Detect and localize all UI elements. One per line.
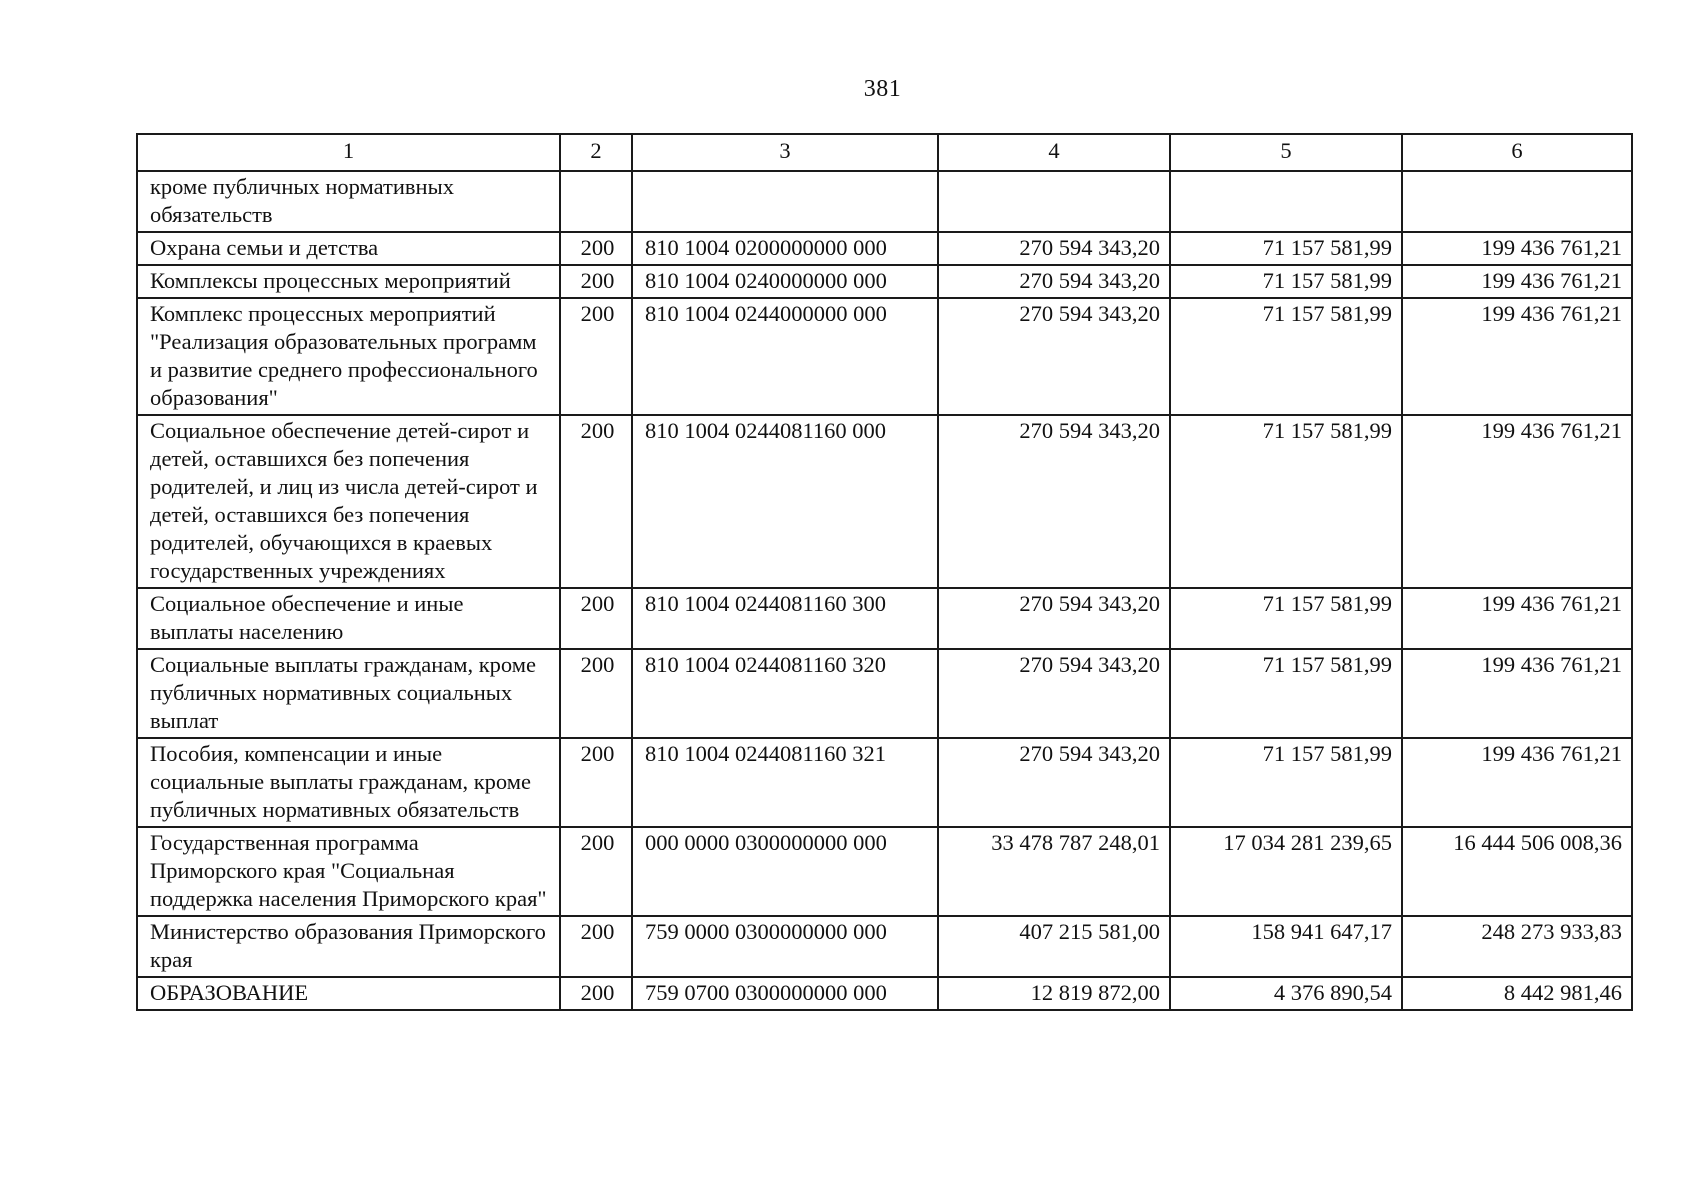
row-value-5: 71 157 581,99: [1170, 232, 1402, 265]
table-row: [137, 265, 1632, 298]
row-value-4: 270 594 343,20: [938, 298, 1170, 415]
row-value-4: 270 594 343,20: [938, 738, 1170, 827]
row-grbs: 200: [560, 916, 632, 977]
header-col-5: 5: [1170, 134, 1402, 171]
row-grbs: 200: [560, 232, 632, 265]
row-value-4: 270 594 343,20: [938, 588, 1170, 649]
row-grbs: 200: [560, 415, 632, 588]
row-grbs: 200: [560, 977, 632, 1010]
row-value-4: 270 594 343,20: [938, 415, 1170, 588]
row-value-6: 199 436 761,21: [1402, 298, 1632, 415]
row-name: Комплекс процессных мероприятий "Реализация образовательных программ и развитие среднего профессионального образования": [137, 298, 560, 415]
row-grbs: 200: [560, 298, 632, 415]
table-row: [137, 298, 1632, 415]
table-row: [137, 738, 1632, 827]
row-grbs: 200: [560, 738, 632, 827]
row-value-4: [938, 171, 1170, 232]
header-col-4: 4: [938, 134, 1170, 171]
row-grbs: 200: [560, 588, 632, 649]
row-value-6: 199 436 761,21: [1402, 232, 1632, 265]
row-name: ОБРАЗОВАНИЕ: [137, 977, 560, 1010]
row-code: 000 0000 0300000000 000: [632, 827, 938, 916]
row-name: Охрана семьи и детства: [137, 232, 560, 265]
row-code: 759 0700 0300000000 000: [632, 977, 938, 1010]
row-name: кроме публичных нормативных обязательств: [137, 171, 560, 232]
row-code: 810 1004 0244081160 320: [632, 649, 938, 738]
row-code: 810 1004 0244081160 300: [632, 588, 938, 649]
row-value-4: 270 594 343,20: [938, 265, 1170, 298]
row-value-5: 71 157 581,99: [1170, 588, 1402, 649]
page-number: 381: [863, 76, 902, 102]
row-grbs: 200: [560, 265, 632, 298]
row-grbs: [560, 171, 632, 232]
row-value-4: 407 215 581,00: [938, 916, 1170, 977]
row-value-4: 270 594 343,20: [938, 649, 1170, 738]
table-row: [137, 916, 1632, 977]
table-header-row: [137, 134, 1632, 171]
row-value-6: [1402, 171, 1632, 232]
table-row: [137, 977, 1632, 1010]
row-code: 810 1004 0244000000 000: [632, 298, 938, 415]
row-code: 759 0000 0300000000 000: [632, 916, 938, 977]
row-code: 810 1004 0244081160 000: [632, 415, 938, 588]
row-value-5: 4 376 890,54: [1170, 977, 1402, 1010]
table-row: [137, 171, 1632, 232]
header-col-2: 2: [560, 134, 632, 171]
row-value-5: 71 157 581,99: [1170, 415, 1402, 588]
row-value-5: 71 157 581,99: [1170, 265, 1402, 298]
row-code: [632, 171, 938, 232]
header-col-1: 1: [137, 134, 560, 171]
row-value-4: 12 819 872,00: [938, 977, 1170, 1010]
table-row: [137, 415, 1632, 588]
row-value-6: 16 444 506 008,36: [1402, 827, 1632, 916]
row-value-6: 199 436 761,21: [1402, 265, 1632, 298]
row-value-6: 199 436 761,21: [1402, 415, 1632, 588]
row-value-5: [1170, 171, 1402, 232]
table-row: [137, 827, 1632, 916]
row-code: 810 1004 0200000000 000: [632, 232, 938, 265]
row-name: Министерство образования Приморского края: [137, 916, 560, 977]
row-value-6: 199 436 761,21: [1402, 649, 1632, 738]
row-value-5: 158 941 647,17: [1170, 916, 1402, 977]
row-name: Социальное обеспечение детей-сирот и детей, оставшихся без попечения родителей, и лиц из числа детей-сирот и детей, оставшихся без попечения родителей, обучающихся в краевых государственных учреждениях: [137, 415, 560, 588]
row-name: Пособия, компенсации и иные социальные выплаты гражданам, кроме публичных нормативных обязательств: [137, 738, 560, 827]
row-grbs: 200: [560, 649, 632, 738]
row-value-6: 199 436 761,21: [1402, 588, 1632, 649]
row-code: 810 1004 0240000000 000: [632, 265, 938, 298]
budget-table: [136, 133, 1633, 1011]
table-row: [137, 588, 1632, 649]
row-name: Комплексы процессных мероприятий: [137, 265, 560, 298]
row-name: Государственная программа Приморского края "Социальная поддержка населения Приморского края": [137, 827, 560, 916]
row-grbs: 200: [560, 827, 632, 916]
header-col-3: 3: [632, 134, 938, 171]
row-value-5: 71 157 581,99: [1170, 738, 1402, 827]
header-col-6: 6: [1402, 134, 1632, 171]
row-value-6: 248 273 933,83: [1402, 916, 1632, 977]
row-name: Социальное обеспечение и иные выплаты населению: [137, 588, 560, 649]
table-row: [137, 649, 1632, 738]
row-value-5: 71 157 581,99: [1170, 649, 1402, 738]
row-value-4: 33 478 787 248,01: [938, 827, 1170, 916]
row-name: Социальные выплаты гражданам, кроме публичных нормативных социальных выплат: [137, 649, 560, 738]
row-value-6: 199 436 761,21: [1402, 738, 1632, 827]
row-value-5: 71 157 581,99: [1170, 298, 1402, 415]
row-value-6: 8 442 981,46: [1402, 977, 1632, 1010]
table-row: [137, 232, 1632, 265]
row-code: 810 1004 0244081160 321: [632, 738, 938, 827]
row-value-5: 17 034 281 239,65: [1170, 827, 1402, 916]
row-value-4: 270 594 343,20: [938, 232, 1170, 265]
